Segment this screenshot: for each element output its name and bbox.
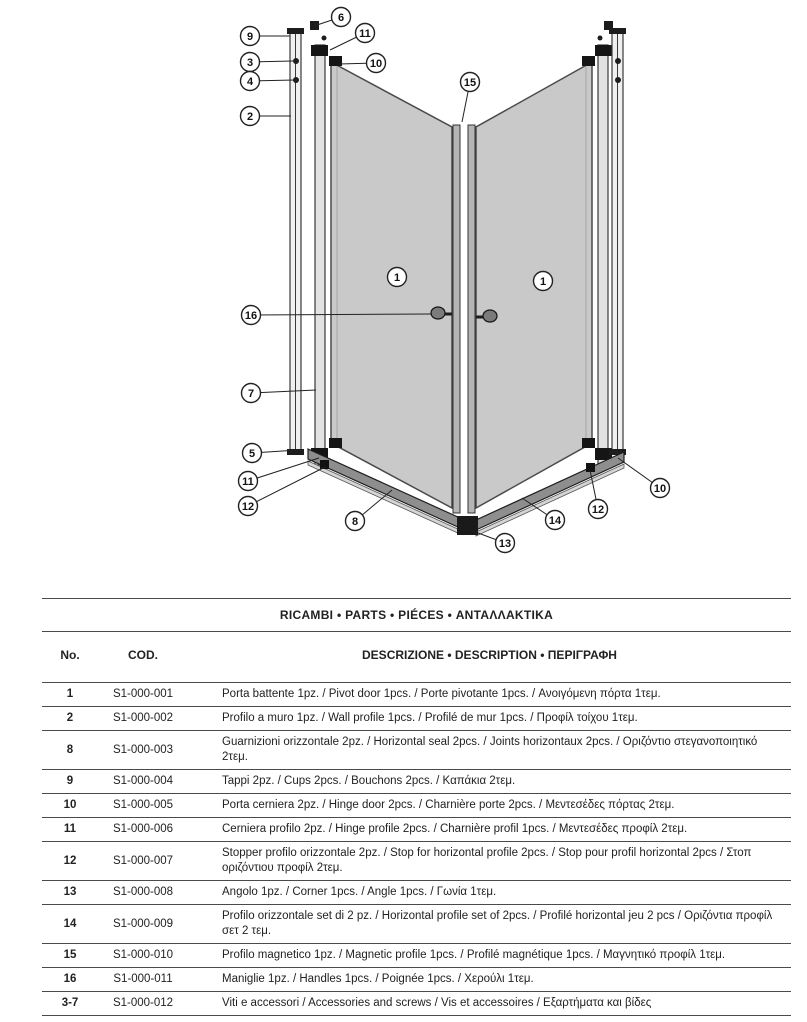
callout-15 [461, 73, 480, 123]
part-description: Maniglie 1pz. / Handles 1pcs. / Poignée 1pcs. / Χερούλι 1τεμ. [222, 973, 534, 985]
part-description: Guarnizioni orizzontale 2pz. / Horizontal seal 2pcs. / Joints horizontaux 2pcs. / Οριζόντιο στεγανοποιητικό 2τεμ. [222, 736, 758, 763]
part-code: S1-000-010 [112, 949, 174, 961]
part-code: S1-000-001 [112, 688, 174, 700]
column-header-desc: DESCRIZIONE • DESCRIPTION • ΠΕΡΙΓΡΑΦΗ [362, 648, 617, 662]
part-code: S1-000-002 [112, 712, 174, 724]
part-description: Viti e accessori / Accessories and screws / Vis et accessoires / Εξαρτήματα και βίδες [222, 997, 652, 1009]
svg-text:3: 3 [246, 56, 254, 69]
screw-icon [615, 77, 621, 83]
table-row [42, 794, 791, 818]
svg-text:15: 15 [463, 76, 477, 89]
svg-text:12: 12 [591, 503, 605, 516]
part-no: 8 [66, 743, 74, 756]
table-row [42, 731, 791, 770]
part-description: Porta cerniera 2pz. / Hinge door 2pcs. / Charnière porte 2pcs. / Μεντεσέδες πόρτας 2τεμ. [222, 799, 675, 811]
svg-text:13: 13 [498, 537, 512, 550]
part-description: Porta battente 1pz. / Pivot door 1pcs. / Porte pivotante 1pcs. / Ανοιγόμενη πόρτα 1τεμ. [222, 688, 661, 700]
column-header-cod: COD. [128, 648, 158, 662]
svg-text:12: 12 [241, 500, 255, 513]
svg-text:14: 14 [548, 514, 562, 527]
table-rows [42, 683, 791, 1016]
svg-text:11: 11 [242, 475, 254, 488]
top-cap [609, 28, 626, 34]
svg-text:7: 7 [247, 387, 255, 400]
part-no: 14 [63, 917, 77, 930]
part-code: S1-000-012 [112, 997, 174, 1009]
table-title: RICAMBI • PARTS • PIÉCES • ΑΝΤΑΛΛΑΚΤΙΚΑ [279, 608, 554, 622]
callout-2 [241, 107, 292, 126]
top-hinge-block [311, 45, 328, 56]
callout-4 [241, 72, 296, 91]
svg-text:9: 9 [246, 30, 254, 43]
svg-text:6: 6 [337, 11, 345, 24]
table-row [42, 683, 791, 707]
part-code: S1-000-009 [112, 917, 174, 930]
part-no: 15 [63, 949, 77, 961]
table-column-header [42, 632, 791, 683]
part-no: 16 [63, 973, 77, 985]
door-top-hinge-tab [582, 56, 595, 66]
part-description: Stopper profilo orizzontale 2pz. / Stop for horizontal profile 2pcs. / Stop pour profil horizontal 2pcs / Στοπ οριζόντιου προφίλ 2τεμ. [222, 847, 752, 874]
callout-7 [242, 384, 317, 403]
screw-icon [322, 36, 327, 41]
part-code: S1-000-011 [113, 973, 173, 985]
callout-11 [330, 24, 375, 51]
top-hinge-block [595, 45, 612, 56]
callout-1 [388, 268, 407, 287]
callout-6 [314, 8, 351, 27]
door-top-hinge-tab [329, 56, 342, 66]
svg-text:10: 10 [369, 57, 383, 70]
table-row [42, 881, 791, 905]
callout-3 [241, 53, 294, 72]
table-row [42, 818, 791, 842]
part-code: S1-000-007 [112, 854, 174, 867]
part-description: Angolo 1pz. / Corner 1pcs. / Angle 1pcs. / Γωνία 1τεμ. [222, 886, 497, 898]
screw-icon [293, 58, 299, 64]
table-row [42, 770, 791, 794]
part-no: 11 [63, 823, 77, 835]
table-row [42, 968, 791, 992]
svg-text:1: 1 [393, 271, 401, 284]
table-title-band [42, 598, 791, 632]
column-header-no: No. [60, 648, 80, 662]
left-hinge-profile [310, 21, 328, 465]
table-row [42, 944, 791, 968]
part-description: Tappi 2pz. / Cups 2pcs. / Bouchons 2pcs. / Καπάκια 2τεμ. [222, 775, 516, 787]
svg-text:11: 11 [359, 27, 371, 40]
callout-9 [241, 27, 291, 46]
right-wall-profile [609, 28, 626, 455]
part-description: Profilo orizzontale set di 2 pz. / Horizontal profile set of 2pcs. / Profilé horizontal jeu 2 pcs / Οριζόντια προφίλ σετ 2 τεμ. [222, 910, 773, 937]
callout-1 [534, 272, 553, 291]
top-cap [287, 28, 304, 34]
part-code: S1-000-003 [112, 743, 174, 756]
door-bottom-hinge-tab [329, 438, 342, 448]
svg-text:1: 1 [539, 275, 547, 288]
part-no: 13 [63, 886, 77, 898]
right-hinge-profile [595, 21, 613, 465]
part-code: S1-000-008 [112, 886, 174, 898]
svg-text:2: 2 [246, 110, 254, 123]
part-description: Profilo a muro 1pz. / Wall profile 1pcs. / Profilé de mur 1pcs. / Προφίλ τοίχου 1τεμ. [222, 712, 638, 724]
screw-icon [598, 36, 603, 41]
svg-text:16: 16 [244, 309, 258, 322]
door-bottom-hinge-tab [582, 438, 595, 448]
table-row [42, 905, 791, 944]
part-no: 10 [63, 799, 77, 811]
table-row [42, 992, 791, 1016]
screw-icon [615, 58, 621, 64]
table-row [42, 842, 791, 881]
part-no: 2 [66, 712, 74, 724]
callout-10 [618, 458, 670, 498]
part-code: S1-000-004 [112, 775, 174, 787]
part-description: Profilo magnetico 1pz. / Magnetic profile 1pcs. / Profilé magnétique 1pcs. / Μαγνητικό προφίλ 1τεμ. [222, 949, 726, 961]
table-row [42, 707, 791, 731]
part-code: S1-000-005 [112, 799, 174, 811]
part-description: Cerniera profilo 2pz. / Hinge profile 2pcs. / Charnière profil 1pcs. / Μεντεσέδες προφίλ 2τεμ. [222, 823, 688, 835]
part-no: 1 [66, 688, 74, 700]
part-code: S1-000-006 [112, 823, 174, 835]
svg-text:4: 4 [246, 75, 254, 88]
part-no: 12 [63, 854, 77, 867]
svg-text:10: 10 [653, 482, 667, 495]
svg-text:5: 5 [248, 447, 256, 460]
part-no: 9 [66, 775, 74, 787]
parts-table [42, 598, 791, 1016]
callout-8 [346, 490, 393, 531]
part-no: 3-7 [61, 997, 79, 1009]
magnetic-profile [453, 125, 475, 513]
svg-text:8: 8 [351, 515, 359, 528]
